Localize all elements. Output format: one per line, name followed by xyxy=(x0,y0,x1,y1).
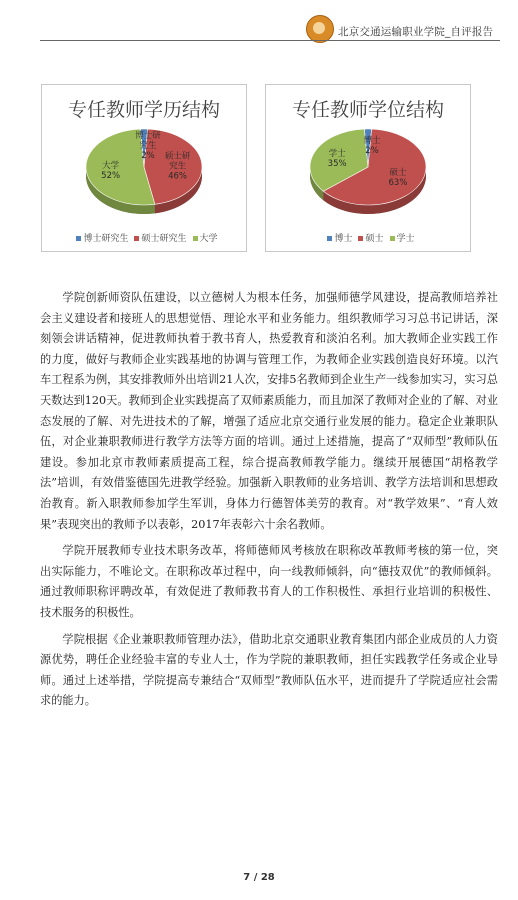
legend-item xyxy=(352,234,383,244)
slice-label: 博士研究生 2% xyxy=(135,131,161,161)
college-logo xyxy=(306,15,334,43)
legend-label: 硕士研究生 xyxy=(141,234,187,244)
degree-structure-chart xyxy=(265,84,471,252)
slice-label: 大学 52% xyxy=(101,160,121,181)
legend-item xyxy=(128,234,186,244)
chart-title: 专任教师学历结构 xyxy=(67,99,220,121)
slice-label: 博士 2% xyxy=(363,136,381,156)
legend-swatch xyxy=(358,236,363,241)
chart-legend xyxy=(42,231,246,244)
slice-label: 硕士 63% xyxy=(388,168,408,189)
chart-title: 专任教师学位结构 xyxy=(291,99,444,121)
slice-label: 硕士研究生 46% xyxy=(164,151,191,182)
pie-svg xyxy=(42,85,246,251)
legend-label: 博士 xyxy=(334,234,353,244)
header-rule xyxy=(40,40,500,41)
legend-label: 学士 xyxy=(396,234,415,244)
pie-svg xyxy=(266,85,470,251)
legend-item xyxy=(187,234,218,244)
legend-swatch xyxy=(76,236,81,241)
header-title: 北京交通运输职业学院_自评报告 xyxy=(338,26,494,38)
chart-legend xyxy=(266,231,470,244)
page-header xyxy=(0,0,518,46)
legend-item xyxy=(321,234,352,244)
legend-swatch xyxy=(390,236,395,241)
legend-swatch xyxy=(327,236,332,241)
paragraph: 学院根据《企业兼职教师管理办法》，借助北京交通职业教育集团内部企业成员的人力资源优势，聘任企业经验丰富的专业人士，作为学院的兼职教师，担任实践教学任务或企业导师。通过上述举措，学院提高专兼结合“双师型”教师队伍水平，进而提升了学院适应社会需求的能力。 xyxy=(40,632,498,708)
paragraph: 学院开展教师专业技术职务改革，将师德师风考核放在职称改革教师考核的第一位，突出实际能力，不唯论文。在职称改革过程中，向一线教师倾斜，向“德技双优”的教师倾斜。通过教师职称评聘改革，有效促进了教师教书育人的工作积极性、承担行业培训的积极性、技术服务的积极性。 xyxy=(40,544,498,619)
paragraph: 学院创新师资队伍建设，以立德树人为根本任务，加强师德学风建设，提高教师培养社会主义建设者和接班人的思想觉悟、理论水平和业务能力。组织教师学习习总书记讲话，深刻领会讲话精神，促进教师执着于教书育人，热爱教育和淡泊名利。加大教师企业实践工作的力度，做好与教师企业实践基地的协调与管理工作，为教师企业实践创造良好环境。以汽车工程系为例，其安排教师外出培训21人次，安排5名教师到企业生产一线参加实习，实习总天数达到120天。教师到企业实践提高了双师素质能力，而且加深了教师对企业的了解、对业态发展的了解、对先进技术的了解，增强了适应北京交通行业发展的能力。稳定企业兼职队伍，对企业兼职教师进行教学方法等方面的培训。通过上述措施，提高了“双师型”教师队伍建设。参加北京市教师素质提高工程，综合提高教师教学能力。继续开展德国“胡格教学法”培训，有效借鉴德国先进教学经验。加强新入职教师的业务培训、教学方法培训和思想政治教育。新入职教师参加学生军训，身体力行德智体美劳的教育。对“教学效果”、“育人效果”表现突出的教师予以表彰，2017年表彰六十余名教师。 xyxy=(40,291,498,531)
page-number: 7 / 28 xyxy=(243,872,275,883)
legend-swatch xyxy=(193,236,198,241)
legend-label: 硕士 xyxy=(365,234,384,244)
legend-item xyxy=(70,234,128,244)
body-text xyxy=(40,288,498,718)
legend-item xyxy=(384,234,415,244)
legend-label: 大学 xyxy=(199,234,218,244)
slice-label: 学士 35% xyxy=(327,149,347,170)
legend-label: 博士研究生 xyxy=(83,234,129,244)
education-structure-chart xyxy=(41,84,247,252)
legend-swatch xyxy=(134,236,139,241)
